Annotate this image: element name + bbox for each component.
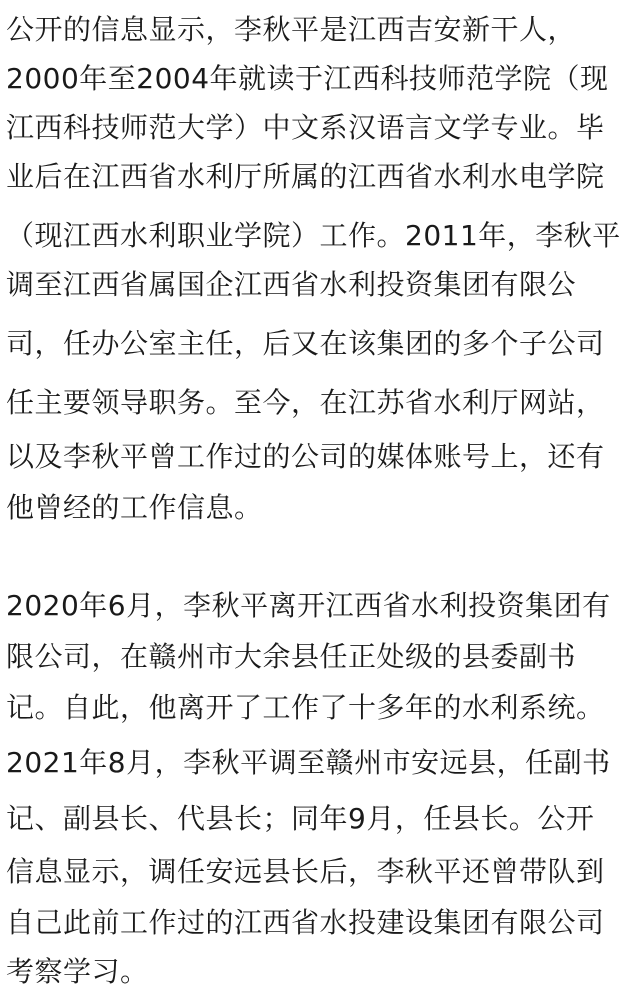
text-line: 记。自此，他离开了工作了十多年的水利系统。 bbox=[6, 691, 605, 724]
text-line: 江西科技师范大学）中文系汉语言文学专业。毕 bbox=[6, 111, 605, 144]
text-line: 他曾经的工作信息。 bbox=[6, 491, 263, 524]
text-line: 以及李秋平曾工作过的公司的媒体账号上，还有 bbox=[6, 440, 605, 473]
text-line: 司，任办公室主任，后又在该集团的多个子公司 bbox=[6, 327, 605, 360]
text-line: 考察学习。 bbox=[6, 955, 149, 988]
text-line: 自己此前工作过的江西省水投建设集团有限公司 bbox=[6, 906, 605, 939]
text-line: 业后在江西省水利厅所属的江西省水利水电学院 bbox=[6, 160, 605, 193]
text-line: 公开的信息显示，李秋平是江西吉安新干人， bbox=[6, 13, 577, 46]
text-line: （现江西水利职业学院）工作。2011年，李秋平 bbox=[6, 219, 621, 252]
text-line: 2000年至2004年就读于江西科技师范学院（现 bbox=[6, 62, 609, 95]
text-line: 限公司，在赣州市大余县任正处级的县委副书 bbox=[6, 640, 577, 673]
text-line: 任主要领导职务。至今，在江苏省水利厅网站， bbox=[6, 386, 605, 419]
text-line: 2021年8月，李秋平调至赣州市安远县，任副书 bbox=[6, 746, 611, 779]
text-line: 2020年6月，李秋平离开江西省水利投资集团有 bbox=[6, 589, 611, 622]
text-line: 记、副县长、代县长；同年9月，任县长。公开 bbox=[6, 802, 595, 835]
text-line: 调至江西省属国企江西省水利投资集团有限公 bbox=[6, 268, 577, 301]
text-line: 信息显示，调任安远县长后，李秋平还曾带队到 bbox=[6, 855, 605, 888]
